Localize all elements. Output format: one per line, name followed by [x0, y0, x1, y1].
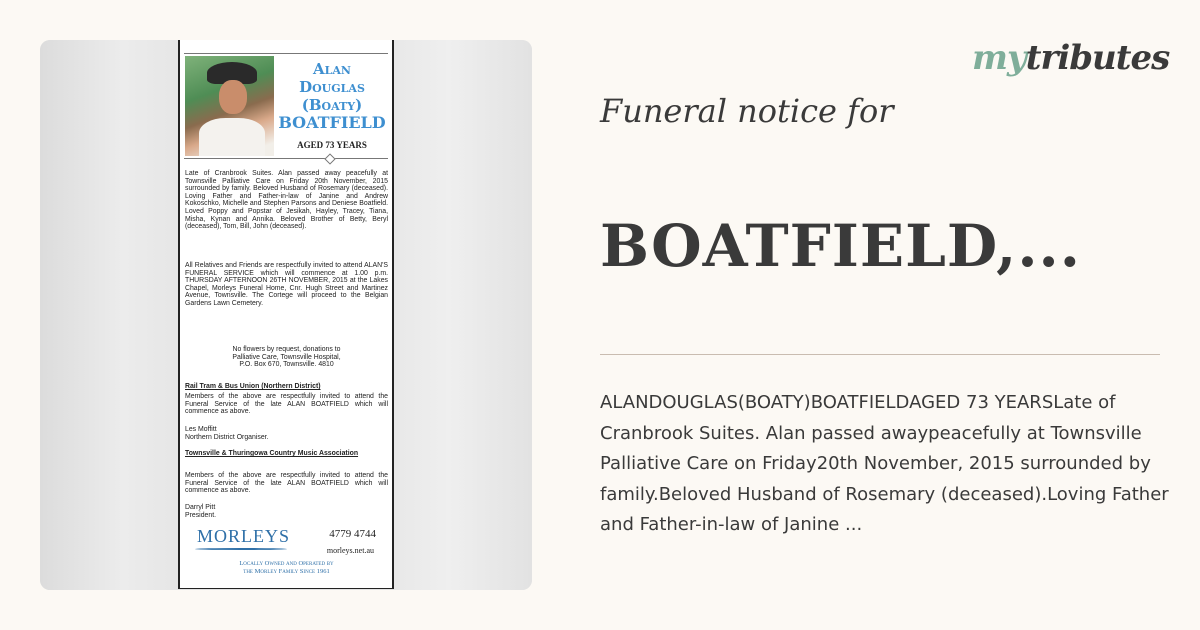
- logo-tributes: tributes: [1025, 38, 1170, 78]
- music-sign-title: President.: [185, 511, 217, 519]
- notice-image-panel: [40, 40, 532, 590]
- union-sign-name: Les Moffitt: [185, 426, 217, 433]
- newspaper-notice: [178, 40, 394, 589]
- page-subtitle: Funeral notice for: [600, 92, 894, 130]
- flowers-line-3: P.O. Box 670, Townsville. 4810: [239, 361, 334, 369]
- blurred-backdrop-right: [394, 40, 532, 590]
- flowers-line-1: No flowers by request, donations to: [232, 346, 341, 353]
- music-text: Members of the above are respectfully invited to attend the Funeral Service of the late ALAN BOATFIELD which will commence as above.: [185, 472, 388, 495]
- music-sign-name: Darryl Pitt: [185, 504, 216, 511]
- music-signature: [185, 504, 388, 519]
- aged: AGED 73 YEARS: [297, 140, 367, 150]
- name-line-4: BOATFIELD: [278, 113, 386, 132]
- name-line-2: Douglas: [299, 78, 365, 96]
- top-rule: [184, 53, 388, 54]
- name-line-1: Alan: [313, 60, 351, 78]
- title-divider: [600, 354, 1160, 355]
- notice-paragraph-1: Late of Cranbrook Suites. Alan passed away peacefully at Townsville Palliative Care on Friday 20th November, 2015 surrounded by family. Beloved Husband of Rosemary (deceased). Loving Father and Father-in-law of Janine and Andrew Kokoschko, Michelle and Stephen Parsons and Deniese Boatfield. Loved Poppy and Popstar of Jesikah, Hayley, Tracey, Tiana, Misha, Kynan and Annika. Beloved Brother of Betty, Beryl (deceased), Tom, Bill, John (deceased).: [185, 170, 388, 231]
- morleys-logo: MORLEYS: [197, 526, 291, 546]
- funeral-home-phone: 4779 4744: [329, 528, 376, 540]
- name-line-3: (Boaty): [301, 96, 363, 114]
- union-sign-title: Northern District Organiser.: [185, 433, 269, 441]
- flowers-line-2: Palliative Care, Townsville Hospital,: [232, 353, 341, 361]
- music-heading: Townsville & Thuringowa Country Music Association: [185, 450, 359, 457]
- blurred-backdrop-left: [40, 40, 178, 590]
- notice-excerpt: ALANDOUGLAS(BOATY)BOATFIELDAGED 73 YEARSLate of Cranbrook Suites. Alan passed awaypeacefully at Townsville Palliative Care on Friday20th November, 2015 surrounded by family.Beloved Husband of Rosemary (deceased).Loving Father and Father-in-law of Janine ...: [600, 392, 1169, 535]
- flowers-note: [185, 346, 388, 369]
- portrait-photo: [185, 56, 274, 156]
- funeral-home-website: morleys.net.au: [326, 546, 374, 555]
- union-heading: Rail Tram & Bus Union (Northern District): [185, 383, 321, 390]
- union-text: Members of the above are respectfully invited to attend the Funeral Service of the late ALAN BOATFIELD which will commence as above.: [185, 393, 388, 416]
- mid-rule: [184, 158, 388, 159]
- mytributes-logo[interactable]: [972, 38, 1169, 78]
- tagline-line-2: the Morley Family Since 1961: [243, 568, 330, 575]
- funeral-home-tagline: [185, 560, 388, 576]
- funeral-home-footer: [185, 526, 388, 586]
- morleys-logo-swash: [195, 548, 287, 550]
- logo-my: my: [972, 38, 1026, 78]
- rule-ornament: [324, 153, 335, 164]
- photo-face: [219, 80, 247, 114]
- deceased-name: [276, 60, 388, 132]
- union-signature: [185, 426, 388, 441]
- deceased-surname-title: BOATFIELD,...: [600, 212, 1081, 280]
- photo-shirt: [199, 118, 265, 156]
- tagline-line-1: Locally Owned and Operated by: [239, 560, 334, 567]
- notice-paragraph-2: All Relatives and Friends are respectfully invited to attend ALAN'S FUNERAL SERVICE which will commence at 1.00 p.m. THURSDAY AFTERNOON 26TH NOVEMBER, 2015 at the Lakes Chapel, Morleys Funeral Home, Cnr. Hugh Street and Martinez Avenue, Townsville. The Cortege will proceed to the Belgian Gardens Lawn Cemetery.: [185, 262, 388, 307]
